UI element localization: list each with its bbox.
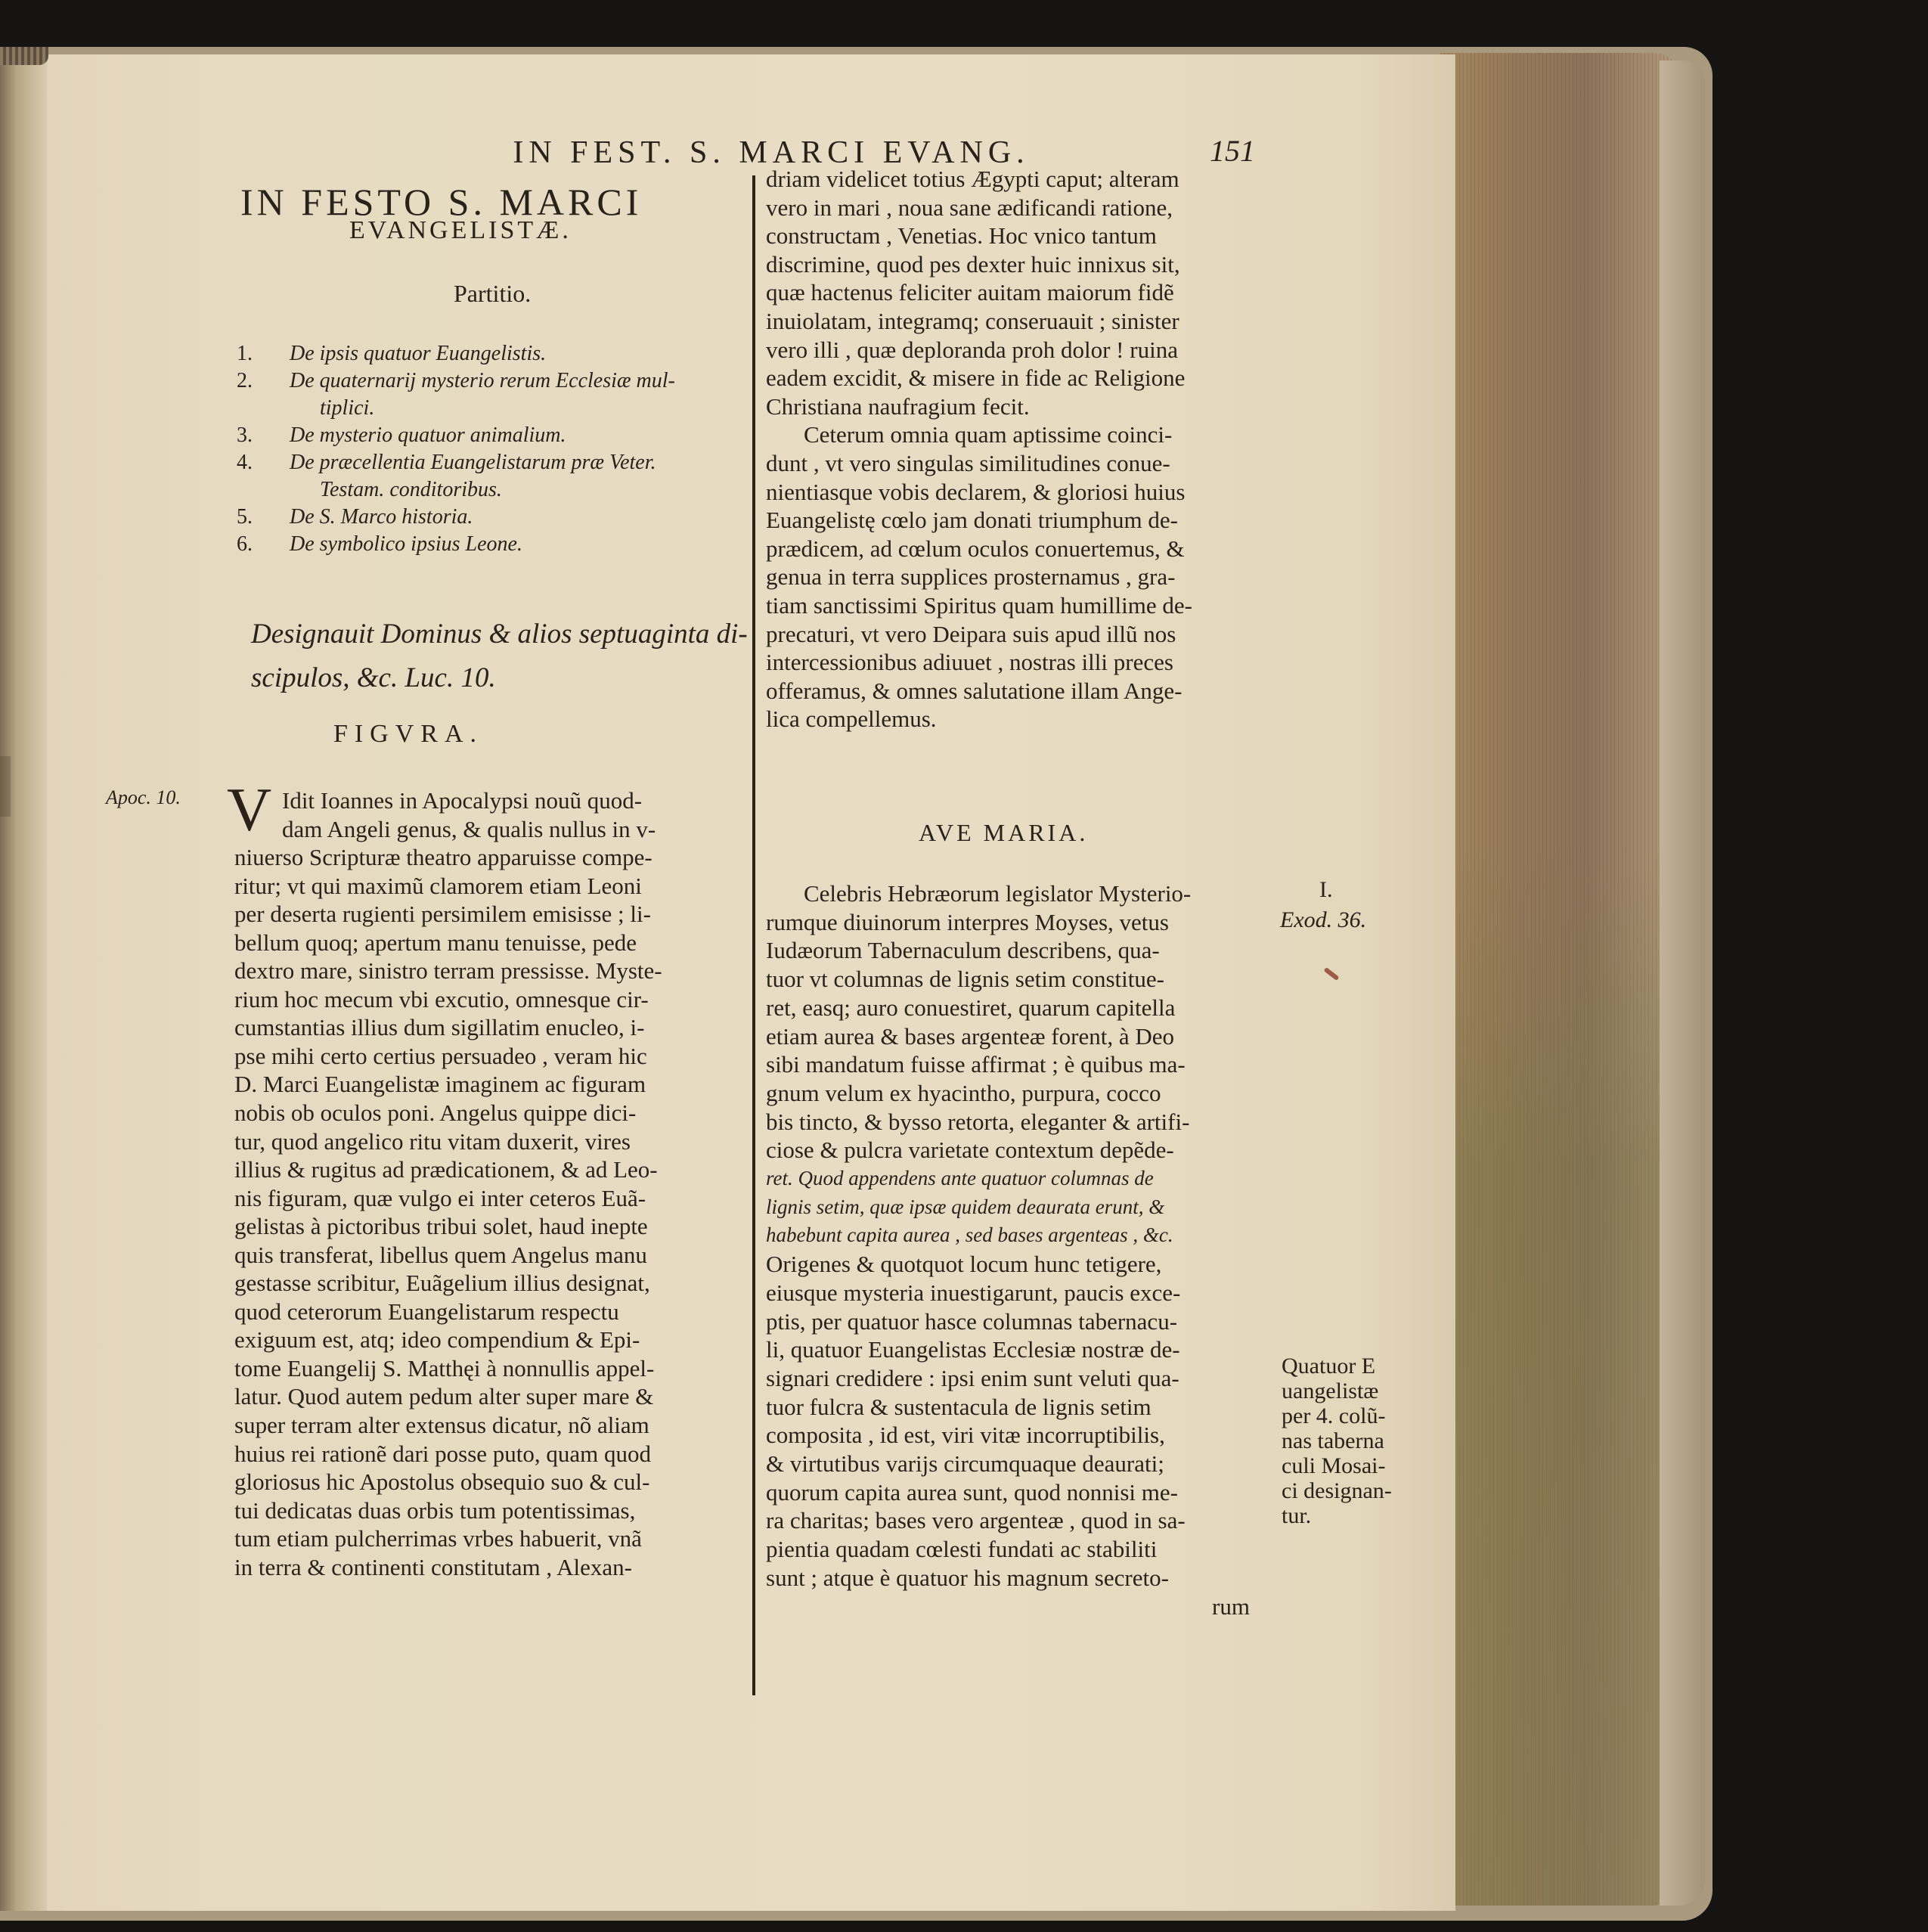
text-line: D. Marci Euangelistæ imaginem ac figuram bbox=[234, 1071, 646, 1098]
text-line: inuiolatam, integramq; conseruauit ; sinister bbox=[766, 307, 1179, 334]
text-line: eiusque mysteria inuestigarunt, paucis exce- bbox=[766, 1279, 1181, 1306]
partitio-number: 2. bbox=[237, 369, 253, 392]
text-line: prædicem, ad cœlum oculos conuertemus, & bbox=[766, 535, 1185, 562]
text-line: gnum velum ex hyacintho, purpura, cocco bbox=[766, 1079, 1161, 1106]
headband bbox=[0, 47, 48, 65]
text-line: bellum quoq; apertum manu tenuisse, pede bbox=[234, 929, 637, 956]
text-line: driam videlicet totius Ægypti caput; alteram bbox=[766, 166, 1179, 192]
text-line: rumque diuinorum interpres Moyses, vetus bbox=[766, 908, 1169, 935]
partitio-item bbox=[237, 504, 751, 531]
text-line: eadem excidit, & misere in fide ac Religione bbox=[766, 364, 1186, 392]
margin-note-i: I. bbox=[1319, 877, 1333, 902]
text-line: ciose & pulcra varietate contextum depẽde- bbox=[766, 1137, 1174, 1164]
text-line: super terram alter extensus dicatur, nõ aliam bbox=[234, 1412, 649, 1439]
text-line: exiguum est, atq; ideo compendium & Epi- bbox=[234, 1326, 640, 1354]
partitio-item bbox=[237, 422, 751, 449]
text-line: gloriosus hic Apostolus obsequio suo & cul- bbox=[234, 1468, 650, 1496]
text-line: quis transferat, libellus quem Angelus manu bbox=[234, 1241, 647, 1268]
margin-note-line: culi Mosai- bbox=[1282, 1453, 1386, 1478]
text-line: Celebris Hebræorum legislator Mysterio- bbox=[804, 880, 1192, 907]
text-line: latur. Quod autem pedum alter super mare & bbox=[234, 1383, 654, 1410]
partitio-text: De mysterio quatuor animalium. bbox=[290, 423, 566, 447]
text-line: niuerso Scripturæ theatro apparuisse compe- bbox=[234, 844, 652, 871]
partitio-label: Partitio. bbox=[454, 280, 532, 307]
text-line: sibi mandatum fuisse affirmat ; è quibus ma- bbox=[766, 1051, 1186, 1078]
text-line: gestasse scribitur, Euãgelium illius designat, bbox=[234, 1270, 650, 1297]
text-line: bis tincto, & bysso retorta, eleganter & artifi- bbox=[766, 1108, 1190, 1135]
text-line: lica compellemus. bbox=[766, 706, 937, 733]
back-cover-board bbox=[1660, 60, 1705, 1906]
partitio-item bbox=[237, 531, 751, 558]
gutter-shadow bbox=[0, 756, 11, 817]
margin-note-line: tur. bbox=[1282, 1503, 1312, 1528]
partitio-text: Testam. conditoribus. bbox=[320, 478, 502, 501]
fore-edge bbox=[1440, 53, 1682, 1906]
text-line: gelistas à pictoribus tribui solet, haud inepte bbox=[234, 1213, 648, 1240]
text-line: pientia quadam cœlesti fundati ac stabiliti bbox=[766, 1536, 1158, 1563]
margin-note-line: ci designan- bbox=[1282, 1478, 1392, 1503]
text-line: huius rei rationẽ dari posse puto, quam quod bbox=[234, 1440, 652, 1467]
text-line: tum etiam pulcherrimas vrbes habuerit, vnã bbox=[234, 1525, 642, 1552]
text-line: in terra & continenti constitutam , Alexan- bbox=[234, 1553, 633, 1580]
margin-note-line: nas taberna bbox=[1282, 1428, 1384, 1453]
margin-note-line: Quatuor E bbox=[1282, 1354, 1376, 1378]
drop-cap: V bbox=[227, 775, 272, 844]
partitio-list bbox=[237, 340, 751, 558]
text-line: rum bbox=[1212, 1592, 1250, 1620]
text-line: cumstantias illius dum sigillatim enucleo, i- bbox=[234, 1014, 645, 1041]
text-line: ret. Quod appendens ante quatuor columnas de bbox=[766, 1167, 1154, 1190]
text-line: precaturi, vt vero Deipara suis apud illũ nos bbox=[766, 620, 1176, 647]
text-line: nis figuram, quæ vulgo ei inter ceteros Euã- bbox=[234, 1184, 646, 1211]
running-head: IN FEST. S. MARCI EVANG. bbox=[513, 135, 1030, 170]
text-line: quod ceterorum Euangelistarum respectu bbox=[234, 1298, 619, 1325]
text-line: Iudæorum Tabernaculum describens, qua- bbox=[766, 937, 1160, 964]
partitio-text: De S. Marco historia. bbox=[290, 505, 473, 529]
partitio-text: tiplici. bbox=[320, 396, 375, 420]
text-line: tui dedicatas duas orbis tum potentissimas, bbox=[234, 1496, 636, 1524]
left-body-text bbox=[234, 786, 741, 1581]
text-line: pse mihi certo certius persuadeo , veram hic bbox=[234, 1042, 647, 1069]
margin-note-apoc: Apoc. 10. bbox=[106, 786, 181, 808]
partitio-number: 1. bbox=[237, 342, 253, 365]
text-line: intercessionibus adiuuet , nostras illi preces bbox=[766, 649, 1173, 676]
theme-verse bbox=[251, 612, 750, 700]
fore-edge-tint bbox=[1440, 847, 1682, 1906]
text-line: tuor fulcra & sustentacula de lignis setim bbox=[766, 1393, 1152, 1420]
ave-maria-heading: AVE MARIA. bbox=[919, 819, 1089, 846]
text-line: Ceterum omnia quam aptissime coinci- bbox=[804, 421, 1173, 448]
right-body-text-top bbox=[766, 165, 1280, 733]
figura-heading: FIGVRA. bbox=[333, 720, 484, 748]
page-number: 151 bbox=[1210, 134, 1255, 168]
partitio-number: 5. bbox=[237, 505, 253, 529]
text-line: nobis ob oculos poni. Angelus quippe dici- bbox=[234, 1099, 637, 1127]
text-line: Origenes & quotquot locum hunc tetigere, bbox=[766, 1251, 1162, 1278]
partitio-text: De præcellentia Euangelistarum præ Veter. bbox=[290, 451, 656, 474]
text-line: sunt ; atque è quatuor his magnum secreto- bbox=[766, 1564, 1169, 1591]
text-line: illius & rugitus ad prædicationem, & ad Leo- bbox=[234, 1156, 658, 1183]
text-line: tur, quod angelico ritu vitam duxerit, vires bbox=[234, 1127, 631, 1155]
margin-note-quatuor bbox=[1282, 1354, 1433, 1528]
text-line: & virtutibus varijs circumquaque deaurati; bbox=[766, 1450, 1164, 1478]
partitio-text: De quaternarij mysterio rerum Ecclesiæ mul- bbox=[290, 369, 675, 392]
theme-line: Designauit Dominus & alios septuaginta di- bbox=[251, 619, 748, 650]
partitio-number: 3. bbox=[237, 423, 253, 447]
partitio-text: De symbolico ipsius Leone. bbox=[290, 532, 522, 556]
text-line: nientiasque vobis declarem, & gloriosi huius bbox=[766, 478, 1186, 505]
right-body-text-bottom bbox=[766, 879, 1280, 1620]
text-line: signari credidere : ipsi enim sunt veluti qua- bbox=[766, 1364, 1179, 1391]
partitio-item bbox=[237, 340, 751, 367]
partitio-text: De ipsis quatuor Euangelistis. bbox=[290, 342, 547, 365]
text-line: composita , id est, viri vitæ incorruptibilis, bbox=[766, 1422, 1165, 1449]
text-line: discrimine, quod pes dexter huic innixus sit, bbox=[766, 250, 1180, 278]
column-rule bbox=[752, 175, 755, 1695]
text-line: ptis, per quatuor hasce columnas tabernacu- bbox=[766, 1307, 1178, 1335]
text-line: tuor vt columnas de lignis setim constitue- bbox=[766, 966, 1164, 993]
margin-note-line: per 4. colũ- bbox=[1282, 1403, 1386, 1428]
text-line: tiam sanctissimi Spiritus quam humillime de- bbox=[766, 591, 1192, 619]
text-line: quæ hactenus feliciter auitam maiorum fidẽ bbox=[766, 279, 1174, 306]
text-line: tome Euangelij S. Matthęi à nonnullis appel- bbox=[234, 1354, 655, 1382]
text-line: offeramus, & omnes salutatione illam Ange- bbox=[766, 677, 1183, 704]
text-line: ritur; vt qui maximũ clamorem etiam Leoni bbox=[234, 872, 642, 899]
feast-subtitle: EVANGELISTÆ. bbox=[349, 216, 572, 244]
facing-page-edge bbox=[0, 54, 47, 1911]
text-line: genua in terra supplices prosternamus , gra- bbox=[766, 563, 1176, 591]
text-line: etiam aurea & bases argenteæ forent, à Deo bbox=[766, 1022, 1174, 1050]
margin-note-exod: Exod. 36. bbox=[1280, 907, 1367, 932]
theme-line: scipulos, &c. Luc. 10. bbox=[251, 662, 496, 693]
partitio-number: 6. bbox=[237, 532, 253, 556]
text-line: vero illi , quæ deploranda proh dolor ! ruina bbox=[766, 336, 1178, 363]
partitio-item bbox=[237, 367, 751, 422]
text-line: ret, easq; auro conuestiret, quarum capitella bbox=[766, 994, 1176, 1021]
partitio-number: 4. bbox=[237, 451, 253, 474]
feast-title: IN FESTO S. MARCI bbox=[240, 181, 643, 223]
margin-note-line: uangelistæ bbox=[1282, 1378, 1379, 1403]
text-line: Idit Ioannes in Apocalypsi nouũ quod- bbox=[282, 787, 643, 814]
text-line: vero in mari , noua sane ædificandi ratione, bbox=[766, 194, 1173, 221]
text-line: habebunt capita aurea , sed bases argenteas , &c. bbox=[766, 1223, 1173, 1247]
text-line: quorum capita aurea sunt, quod nonnisi me- bbox=[766, 1478, 1178, 1506]
text-line: dam Angeli genus, & qualis nullus in v- bbox=[282, 815, 656, 842]
text-line: dunt , vt vero singulas similitudines conue- bbox=[766, 449, 1170, 476]
text-line: Christiana naufragium fecit. bbox=[766, 392, 1030, 420]
text-line: li, quatuor Euangelistas Ecclesiæ nostræ de- bbox=[766, 1336, 1180, 1363]
partitio-item bbox=[237, 449, 751, 504]
text-line: lignis setim, quæ ipsæ quidem deaurata erunt, & bbox=[766, 1195, 1165, 1218]
text-line: constructam , Venetias. Hoc vnico tantum bbox=[766, 222, 1157, 250]
text-line: rium hoc mecum vbi excutio, omnesque cir- bbox=[234, 985, 649, 1013]
text-line: ra charitas; bases vero argenteæ , quod in sa- bbox=[766, 1507, 1186, 1534]
text-line: dextro mare, sinistro terram pressisse. Myste- bbox=[234, 957, 662, 985]
text-line: Euangelistę cœlo jam donati triumphum de- bbox=[766, 507, 1178, 534]
text-line: per deserta rugienti persimilem emisisse ; li- bbox=[234, 901, 651, 928]
